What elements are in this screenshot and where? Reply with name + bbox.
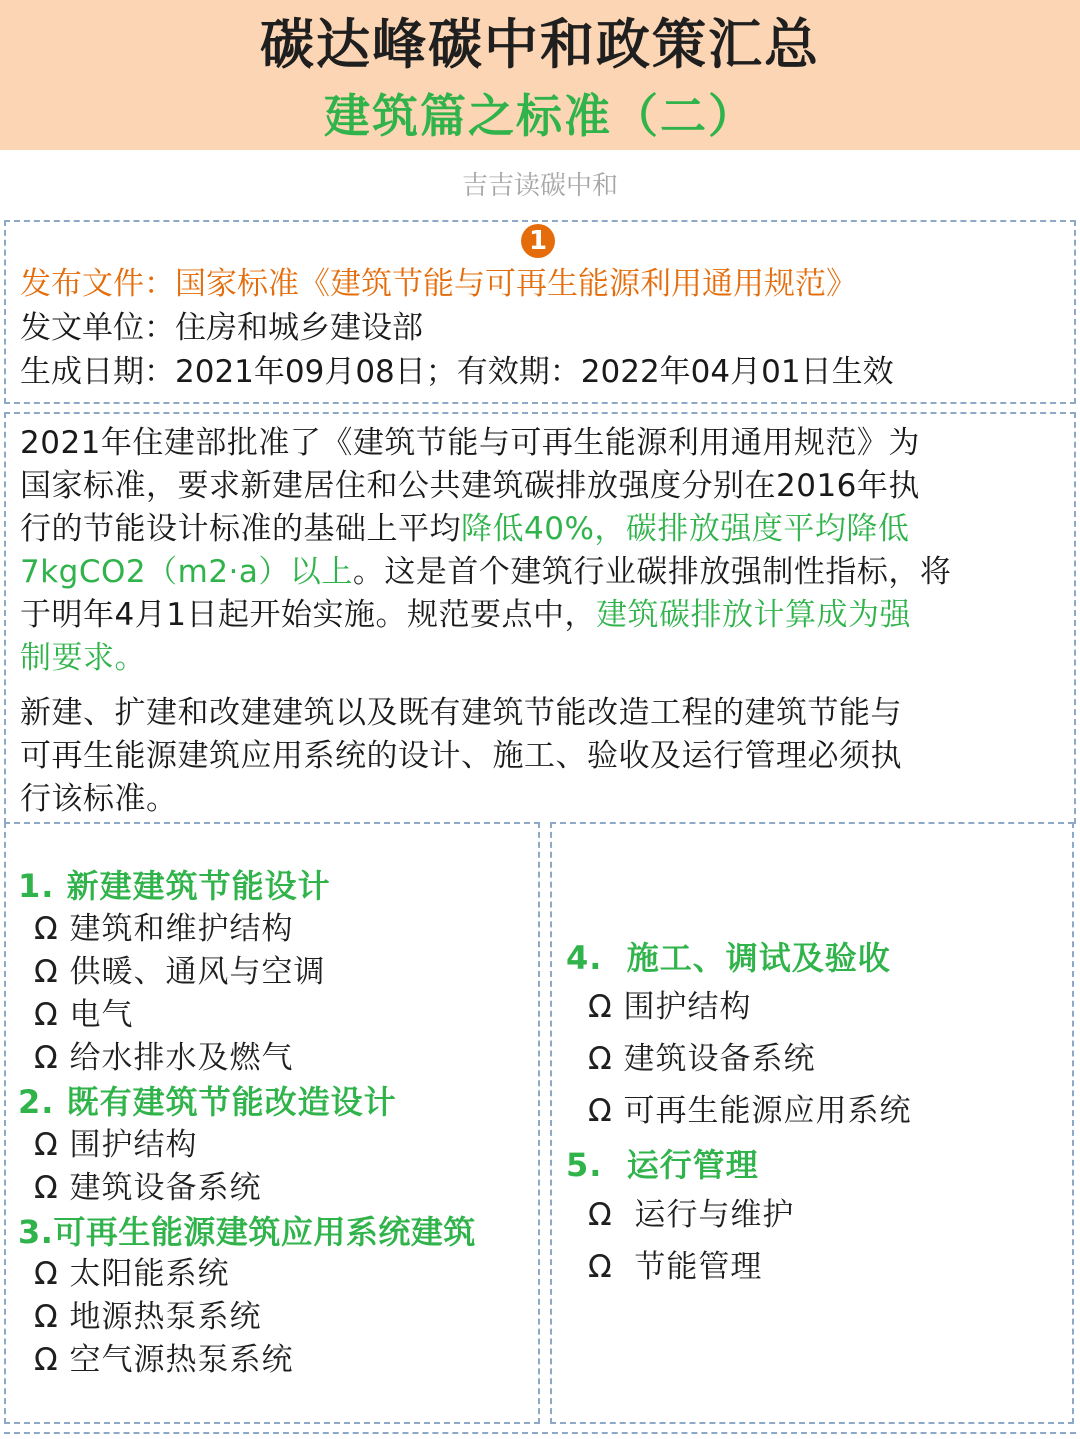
list-item: Ω 电气: [34, 997, 134, 1033]
summary-line: 新建、扩建和改建建筑以及既有建筑节能改造工程的建筑节能与: [20, 695, 902, 731]
highlight-span: 降低40%，碳排放强度平均降低: [461, 511, 910, 547]
list-heading: 3.可再生能源建筑应用系统建筑: [18, 1213, 476, 1251]
summary-line: 可再生能源建筑应用系统的设计、施工、验收及运行管理必须执: [20, 738, 902, 774]
list-item: Ω 建筑设备系统: [588, 1041, 816, 1077]
list-item: Ω 空气源热泵系统: [34, 1342, 294, 1378]
list-item: Ω 地源热泵系统: [34, 1299, 262, 1335]
list-heading: 1. 新建建筑节能设计: [18, 867, 331, 905]
list-item: Ω 供暖、通风与空调: [34, 954, 326, 990]
highlight-span: 建筑碳排放计算成为强: [595, 597, 911, 633]
list-item: Ω 运行与维护: [588, 1197, 795, 1233]
author-name: 吉吉读碳中和: [461, 171, 618, 201]
summary-paragraph-1: [20, 422, 1030, 680]
list-item: Ω 围护结构: [34, 1127, 198, 1163]
page-subtitle: 建筑篇之标准（二）: [324, 89, 756, 143]
list-item: Ω 可再生能源应用系统: [588, 1093, 912, 1129]
list-heading: 4. 施工、调试及验收: [566, 939, 891, 977]
list-item: Ω 节能管理: [588, 1249, 763, 1285]
list-item: Ω 建筑和维护结构: [34, 911, 294, 947]
text-span: 于明年4月1日起开始实施。规范要点中，: [20, 597, 596, 633]
list-heading: 5. 运行管理: [566, 1146, 759, 1184]
summary-line: 制要求。: [20, 640, 146, 676]
summary-line: 国家标准，要求新建居住和公共建筑碳排放强度分别在2016年执: [20, 468, 920, 504]
list-item: Ω 给水排水及燃气: [34, 1040, 294, 1076]
bottom-divider: [4, 1432, 1076, 1434]
number-badge: 1: [521, 224, 555, 258]
list-item: Ω 太阳能系统: [34, 1256, 230, 1292]
summary-line: 行该标准。: [20, 781, 178, 817]
text-span: 行的节能设计标准的基础上平均: [20, 511, 461, 547]
highlight-span: 7kgCO2（m2·a）以上: [20, 554, 353, 590]
summary-line: 2021年住建部批准了《建筑节能与可再生能源利用通用规范》为: [20, 425, 920, 461]
issuer-line: 发文单位：住房和城乡建设部: [20, 310, 423, 346]
text-span: 。这是首个建筑行业碳排放强制性指标，将: [352, 554, 952, 590]
summary-line: [20, 551, 1030, 594]
summary-line: [20, 508, 1030, 551]
summary-line: [20, 594, 1030, 637]
dates-line: 生成日期：2021年09月08日；有效期：2022年04月01日生效: [20, 354, 894, 390]
header-banner: [0, 0, 1080, 150]
list-heading: 2. 既有建筑节能改造设计: [18, 1083, 397, 1121]
publish-line: [20, 262, 857, 306]
list-item: Ω 围护结构: [588, 989, 752, 1025]
summary-paragraph-2: [20, 692, 1030, 821]
list-item: Ω 建筑设备系统: [34, 1170, 262, 1206]
publish-value: 国家标准《建筑节能与可再生能源利用通用规范》: [175, 266, 857, 302]
page-title: 碳达峰碳中和政策汇总: [260, 13, 820, 76]
publish-label: 发布文件：: [20, 266, 175, 302]
